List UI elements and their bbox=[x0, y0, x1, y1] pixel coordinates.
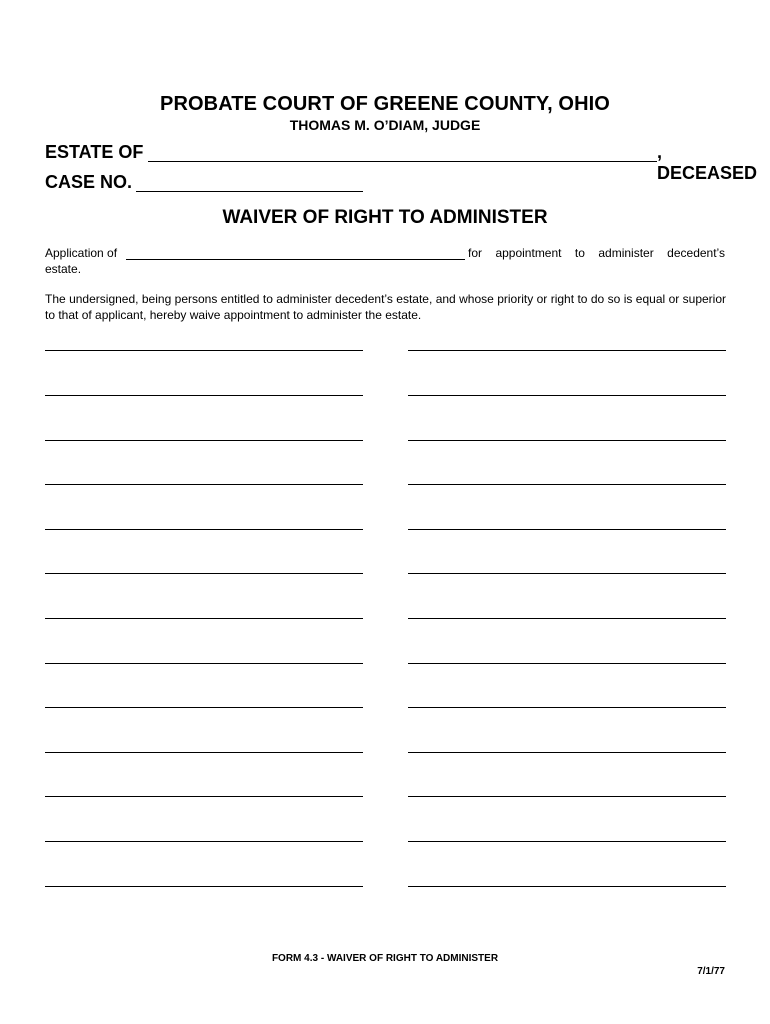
case-number-label: CASE NO. bbox=[45, 172, 133, 192]
deceased-label: , DECEASED bbox=[657, 142, 758, 183]
waiver-statement: The undersigned, being persons entitled to administer decedent’s estate, and whose priority or right to do so is equal or superior to that of applicant, hereby waive appointment to administer the estate. bbox=[45, 292, 726, 322]
signature-line[interactable] bbox=[45, 529, 363, 530]
signature-line[interactable] bbox=[408, 440, 726, 441]
signature-line[interactable] bbox=[45, 484, 363, 485]
signature-line[interactable] bbox=[45, 841, 363, 842]
form-footer: FORM 4.3 - WAIVER OF RIGHT TO ADMINISTER bbox=[271, 953, 499, 964]
application-prefix: Application of bbox=[45, 246, 118, 260]
signature-line[interactable] bbox=[408, 618, 726, 619]
signature-line[interactable] bbox=[45, 350, 363, 351]
signature-line[interactable] bbox=[45, 618, 363, 619]
signature-line[interactable] bbox=[408, 841, 726, 842]
signature-line[interactable] bbox=[408, 484, 726, 485]
signature-line[interactable] bbox=[408, 663, 726, 664]
signature-line[interactable] bbox=[45, 752, 363, 753]
signature-line[interactable] bbox=[45, 796, 363, 797]
signature-line[interactable] bbox=[45, 707, 363, 708]
application-continuation: estate. bbox=[45, 262, 82, 276]
signature-line[interactable] bbox=[45, 440, 363, 441]
signature-line[interactable] bbox=[408, 529, 726, 530]
application-suffix: for appointment to administer decedent’s bbox=[468, 246, 725, 260]
signature-line[interactable] bbox=[408, 752, 726, 753]
judge-name: THOMAS M. O’DIAM, JUDGE bbox=[289, 117, 481, 133]
signature-line[interactable] bbox=[45, 886, 363, 887]
signature-line[interactable] bbox=[408, 573, 726, 574]
estate-label: ESTATE OF bbox=[45, 142, 144, 162]
signature-line[interactable] bbox=[408, 796, 726, 797]
signature-line[interactable] bbox=[408, 350, 726, 351]
signature-line[interactable] bbox=[408, 395, 726, 396]
signature-line[interactable] bbox=[45, 663, 363, 664]
signature-line[interactable] bbox=[408, 886, 726, 887]
form-title: WAIVER OF RIGHT TO ADMINISTER bbox=[222, 207, 548, 228]
revision-date: 7/1/77 bbox=[697, 966, 725, 977]
signature-line[interactable] bbox=[45, 573, 363, 574]
signature-line[interactable] bbox=[45, 395, 363, 396]
court-title: PROBATE COURT OF GREENE COUNTY, OHIO bbox=[160, 93, 610, 115]
signature-line[interactable] bbox=[408, 707, 726, 708]
